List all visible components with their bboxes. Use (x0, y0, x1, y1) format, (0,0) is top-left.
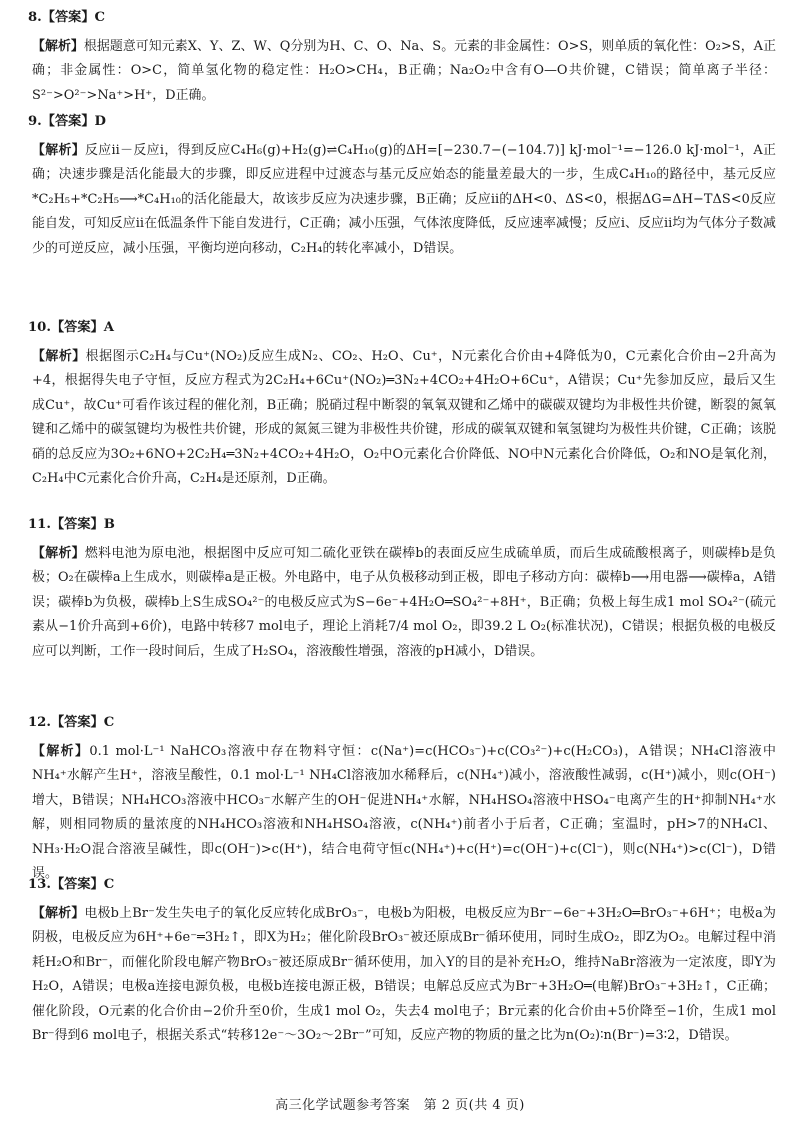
explanation-text: 根据题意可知元素X、Y、Z、W、Q分别为H、C、O、Na、S。元素的非金属性：O>S，则单质的氧化性：O₂>S，A正确；非金属性：O>C，简单氢化物的稳定性：H₂O>CH₄，B正确；Na₂O₂中含有O—O共价键，C错误；简单离子半径：S²⁻>O²⁻>Na⁺>H⁺，D正确。 (32, 39, 777, 103)
answer-value: B (103, 517, 115, 532)
explanation-text: 0.1 mol·L⁻¹ NaHCO₃溶液中存在物料守恒：c(Na⁺)=c(HCO₃⁻)+c(CO₃²⁻)+c(H₂CO₃)，A错误；NH₄Cl溶液中NH₄⁺水解产生H⁺，溶液呈酸性，0.1 mol·L⁻¹ NH₄Cl溶液加水稀释后，c(NH₄⁺)减小，溶液酸性减弱，c(H⁺)减小，则c(OH⁻)增大，B错误；NH₄HCO₃溶液中HCO₃⁻水解产生的OH⁻促进NH₄⁺水解，NH₄HSO₄溶液中HSO₄⁻电离产生的H⁺抑制NH₄⁺水解，则相同物质的量浓度的NH₄HCO₃溶液和NH₄HSO₄溶液，c(NH₄⁺)前者小于后者，C正确；室温时，pH>7的NH₄Cl、NH₃·H₂O混合溶液呈碱性，即c(OH⁻)>c(H⁺)，结合电荷守恒c(NH₄⁺)+c(H⁺)=c(OH⁻)+c(Cl⁻)，则c(NH₄⁺)>c(Cl⁻)，D错误。 (32, 744, 776, 882)
answer-line (28, 318, 776, 338)
answer-line (28, 112, 776, 132)
question-number: 10. (28, 320, 51, 335)
explanation-text: 反应ⅱ－反应ⅰ，得到反应C₄H₆(g)+H₂(g)⇌C₄H₁₀(g)的ΔH=[−230.7−(−104.7)] kJ·mol⁻¹=−126.0 kJ·mol⁻¹，A正确；决速步骤是活化能最大的步骤，即反应进程中过渡态与基元反应始态的能量差最大的一步，生成C₄H₁₀的路径中，基元反应*C₂H₅+*C₂H₅⟶*C₄H₁₀的活化能最大，故该步反应为决速步骤，B正确；反应ⅱ的ΔH<0、ΔS<0，根据ΔG=ΔH−TΔS<0反应能自发，可知反应ⅱ在低温条件下能自发进行，C正确；减小压强，气体浓度降低，反应速率减慢；反应ⅰ、反应ⅱ均为气体分子数减少的可逆反应，减小压强，平衡均逆向移动，C₂H₄的转化率减小，D错误。 (32, 143, 776, 256)
page-footer: 高三化学试题参考答案 第 2 页(共 4 页) (275, 1098, 525, 1113)
answer-line (28, 713, 776, 733)
question-10 (28, 318, 776, 491)
answer-label: 【答案】 (50, 877, 104, 892)
explanation (28, 35, 776, 108)
explanation-label: 【解析】 (32, 546, 85, 561)
explanation (28, 902, 776, 1048)
answer-label: 【答案】 (50, 517, 104, 532)
answer-value: D (94, 114, 106, 129)
explanation-label: 【解析】 (32, 143, 86, 158)
question-11 (28, 515, 776, 664)
answer-label: 【答案】 (50, 320, 104, 335)
answer-line (28, 515, 776, 535)
question-8 (28, 8, 776, 108)
explanation (28, 139, 776, 261)
explanation-text: 燃料电池为原电池，根据图中反应可知二硫化亚铁在碳棒b的表面反应生成硫单质，而后生成硫酸根离子，则碳棒b是负极；O₂在碳棒a上生成水，则碳棒a是正极。外电路中，电子从负极移动到正极，即电子移动方向：碳棒b⟶用电器⟶碳棒a，A错误；碳棒b为负极，碳棒b上S生成SO₄²⁻的电极反应式为S−6e⁻+4H₂O═SO₄²⁻+8H⁺，B正确；负极上每生成1 mol SO₄²⁻(硫元素从−1价升高到+6价)，电路中转移7 mol电子，理论上消耗7/4 mol O₂，即39.2 L O₂(标准状况)，C错误；根据负极的电极反应可以判断，工作一段时间后，生成了H₂SO₄，溶液酸性增强，溶液的pH减小，D错误。 (32, 546, 777, 659)
explanation-text: 电极b上Br⁻发生失电子的氧化反应转化成BrO₃⁻，电极b为阳极，电极反应为Br⁻−6e⁻+3H₂O═BrO₃⁻+6H⁺；电极a为阴极，电极反应为6H⁺+6e⁻═3H₂↑，即X为H₂；催化阶段BrO₃⁻被还原成Br⁻循环使用，同时生成O₂，即Z为O₂。电解过程中消耗H₂O和Br⁻，而催化阶段电解产物BrO₃⁻被还原成Br⁻循环使用，加入Y的目的是补充H₂O，维持NaBr溶液为一定浓度，即Y为H₂O，A错误；电极a连接电源负极，电极b连接电源正极，B错误；电解总反应式为Br⁻+3H₂O═(电解)BrO₃⁻+3H₂↑，C正确；催化阶段，O元素的化合价由−2价升至0价，生成1 mol O₂，失去4 mol电子；Br元素的化合价由+5价降至−1价，生成1 mol Br⁻得到6 mol电子，根据关系式“转移12e⁻～3O₂～2Br⁻”可知，反应产物的物质的量之比为n(O₂)∶n(Br⁻)=3∶2，D错误。 (32, 906, 776, 1044)
question-9 (28, 112, 776, 261)
explanation-label: 【解析】 (32, 39, 84, 54)
answer-value: C (103, 715, 115, 730)
answer-label: 【答案】 (50, 715, 104, 730)
explanation (28, 345, 776, 491)
answer-value: C (103, 877, 115, 892)
explanation-label: 【解析】 (32, 744, 90, 759)
answer-label: 【答案】 (41, 114, 95, 129)
question-12 (28, 713, 776, 886)
answer-label: 【答案】 (41, 10, 95, 25)
question-number: 8. (28, 10, 42, 25)
explanation-label: 【解析】 (32, 349, 86, 364)
question-number: 9. (28, 114, 42, 129)
explanation (28, 740, 776, 886)
question-13 (28, 875, 776, 1048)
explanation-text: 根据图示C₂H₄与Cu⁺(NO₂)反应生成N₂、CO₂、H₂O、Cu⁺，N元素化合价由+4降低为0，C元素化合价由−2升高为+4，根据得失电子守恒，反应方程式为2C₂H₄+6Cu⁺(NO₂)═3N₂+4CO₂+4H₂O+6Cu⁺，A错误；Cu⁺先参加反应，最后又生成Cu⁺，故Cu⁺可看作该过程的催化剂，B正确；脱硝过程中断裂的氧氧双键和乙烯中的碳碳双键均为非极性共价键，断裂的氮氧键和乙烯中的碳氢键均为极性共价键，形成的氮氮三键为非极性共价键，形成的碳氧双键和氧氢键均为极性共价键，C正确；该脱硝的总反应为3O₂+6NO+2C₂H₄═3N₂+4CO₂+4H₂O，O₂中O元素化合价降低、NO中N元素化合价降低，O₂和NO是氧化剂，C₂H₄中C元素化合价升高，C₂H₄是还原剂，D正确。 (32, 349, 777, 487)
question-number: 11. (28, 517, 51, 532)
answer-line (28, 8, 776, 28)
question-number: 12. (28, 715, 51, 730)
answer-value: C (94, 10, 106, 25)
answer-value: A (103, 320, 114, 335)
explanation (28, 542, 776, 664)
explanation-label: 【解析】 (32, 906, 85, 921)
question-number: 13. (28, 877, 51, 892)
answer-line (28, 875, 776, 895)
